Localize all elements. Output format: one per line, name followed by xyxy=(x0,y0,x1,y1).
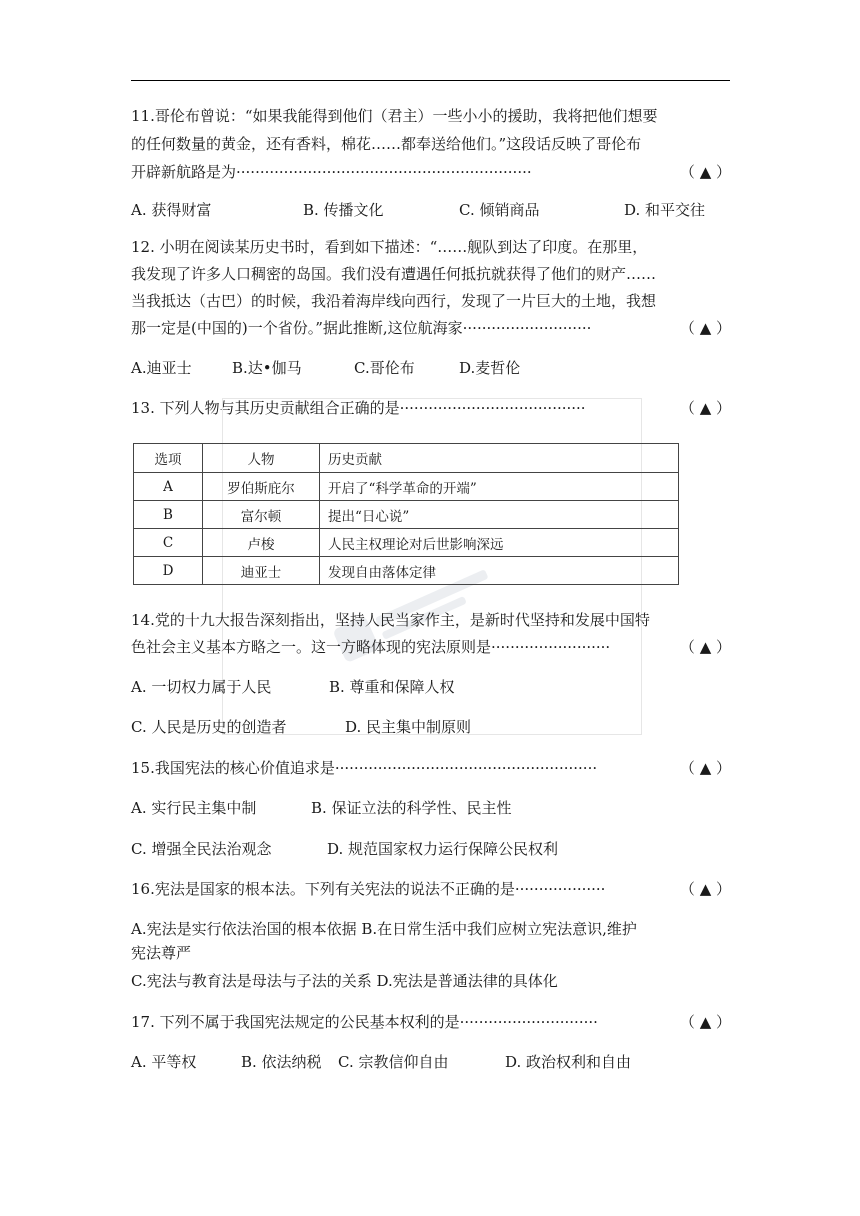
q12-line-4: 那一定是(中国的)一个省份。”据此推断,这位航海家··························· （ ▲ ） xyxy=(131,319,731,337)
q11-option-d: D. 和平交往 xyxy=(624,201,706,219)
q16-options-line-3: C.宪法与教育法是母法与子法的关系 D.宪法是普通法律的具体化 xyxy=(131,972,558,990)
q11-line-1: 11.哥伦布曾说：“如果我能得到他们（君主）一些小小的援助，我将把他们想要 xyxy=(131,107,658,125)
header-rule xyxy=(131,80,730,81)
table-header-cell: 选项 xyxy=(134,444,203,473)
answer-mark: （ ▲ ） xyxy=(679,399,731,417)
table-cell: 提出“日心说” xyxy=(320,501,679,529)
q17-option-b: B. 依法纳税 xyxy=(241,1053,322,1071)
answer-mark: （ ▲ ） xyxy=(679,638,731,656)
q17-option-c: C. 宗教信仰自由 xyxy=(338,1053,449,1071)
table-cell: C xyxy=(134,529,203,557)
q11-option-c: C. 倾销商品 xyxy=(459,201,540,219)
table-header-row xyxy=(134,444,679,473)
table-cell: 发现自由落体定律 xyxy=(320,557,679,585)
q14-options-row-2 xyxy=(131,717,731,737)
table-cell: 卢梭 xyxy=(203,529,320,557)
table-row xyxy=(134,557,679,585)
q17-line-1: 17. 下列不属于我国宪法规定的公民基本权利的是····························· （ ▲ ） xyxy=(131,1013,731,1031)
q15-options-row-2 xyxy=(131,839,731,859)
q11-line-2: 的任何数量的黄金，还有香料，棉花……都奉送给他们。”这段话反映了哥伦布 xyxy=(131,135,642,153)
q12-line-1: 12. 小明在阅读某历史书时，看到如下描述：“……舰队到达了印度。在那里， xyxy=(131,238,648,256)
table-cell: 迪亚士 xyxy=(203,557,320,585)
table-row xyxy=(134,501,679,529)
table-row xyxy=(134,529,679,557)
q15-line-1: 15.我国宪法的核心价值追求是······················································· （ ▲ ） xyxy=(131,759,731,777)
q11-options xyxy=(131,200,731,220)
q12-line-2: 我发现了许多人口稠密的岛国。我们没有遭遇任何抵抗就获得了他们的财产…… xyxy=(131,265,657,283)
answer-mark: （ ▲ ） xyxy=(679,880,731,898)
answer-mark: （ ▲ ） xyxy=(679,759,731,777)
q13-line-1: 13. 下列人物与其历史贡献组合正确的是······································· （ ▲ ） xyxy=(131,399,731,417)
q11-option-b: B. 传播文化 xyxy=(303,201,384,219)
q14-option-b: B. 尊重和保障人权 xyxy=(329,678,455,696)
q14-option-a: A. 一切权力属于人民 xyxy=(131,678,272,696)
q12-option-c: C.哥伦布 xyxy=(354,359,415,377)
q15-option-b: B. 保证立法的科学性、民主性 xyxy=(311,799,512,817)
q17-options xyxy=(131,1052,731,1072)
q17-option-a: A. 平等权 xyxy=(131,1053,197,1071)
answer-mark: （ ▲ ） xyxy=(679,319,731,337)
table-cell: A xyxy=(134,473,203,501)
q14-options-row-1 xyxy=(131,677,731,697)
q17-option-d: D. 政治权利和自由 xyxy=(505,1053,632,1071)
table-cell: B xyxy=(134,501,203,529)
q11-option-a: A. 获得财富 xyxy=(131,201,212,219)
table-cell: 罗伯斯庇尔 xyxy=(203,473,320,501)
q14-line-1: 14.党的十九大报告深刻指出，坚持人民当家作主，是新时代坚持和发展中国特 xyxy=(131,611,650,629)
q15-options-row-1 xyxy=(131,798,731,818)
q12-option-a: A.迪亚士 xyxy=(131,359,192,377)
table-header-cell: 历史贡献 xyxy=(320,444,679,473)
table-row xyxy=(134,473,679,501)
answer-mark: （ ▲ ） xyxy=(679,1013,731,1031)
table-cell: 开启了“科学革命的开端” xyxy=(320,473,679,501)
q16-line-1: 16.宪法是国家的根本法。下列有关宪法的说法不正确的是··················· （ ▲ ） xyxy=(131,880,731,898)
table-cell: 富尔顿 xyxy=(203,501,320,529)
q12-option-d: D.麦哲伦 xyxy=(459,359,521,377)
q15-option-a: A. 实行民主集中制 xyxy=(131,799,257,817)
table-header-cell: 人物 xyxy=(203,444,320,473)
q15-option-c: C. 增强全民法治观念 xyxy=(131,840,272,858)
q14-option-c: C. 人民是历史的创造者 xyxy=(131,718,287,736)
table-cell: 人民主权理论对后世影响深远 xyxy=(320,529,679,557)
q14-option-d: D. 民主集中制原则 xyxy=(345,718,472,736)
history-table xyxy=(133,443,679,585)
answer-mark: （ ▲ ） xyxy=(679,163,731,181)
table-cell: D xyxy=(134,557,203,585)
q14-line-2: 色社会主义基本方略之一。这一方略体现的宪法原则是························· （ ▲ ） xyxy=(131,638,731,656)
q12-line-3: 当我抵达（古巴）的时候，我沿着海岸线向西行，发现了一片巨大的土地，我想 xyxy=(131,292,657,310)
q11-line-3: 开辟新航路是为······························································ （ ▲ ） xyxy=(131,163,731,181)
q15-option-d: D. 规范国家权力运行保障公民权利 xyxy=(327,840,559,858)
q12-option-b: B.达•伽马 xyxy=(232,359,302,377)
q16-options-line-2: 宪法尊严 xyxy=(131,944,192,962)
q12-options xyxy=(131,358,731,378)
q16-options-line-1: A.宪法是实行依法治国的根本依据 B.在日常生活中我们应树立宪法意识,维护 xyxy=(131,920,637,938)
